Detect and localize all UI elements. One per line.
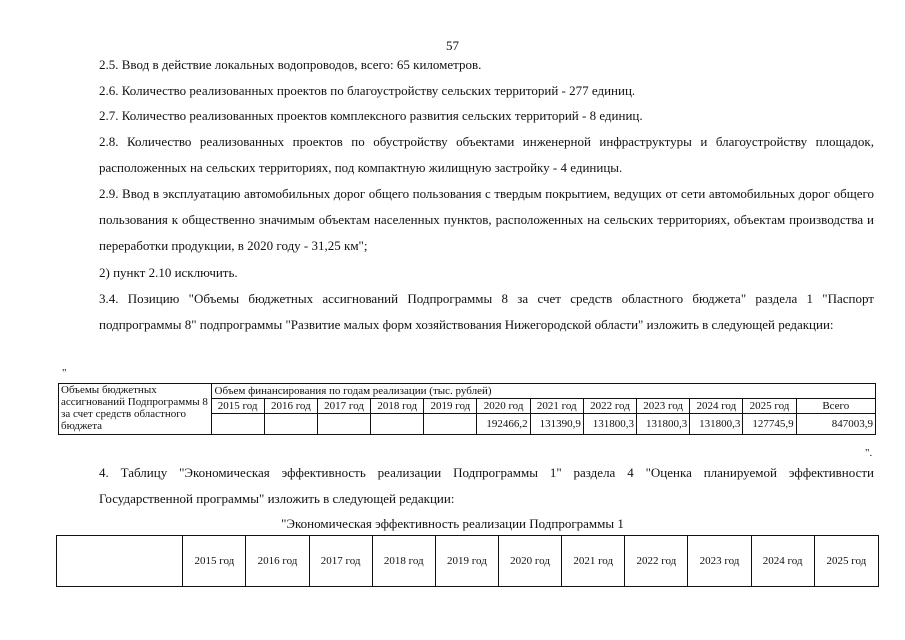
total-cell: Всего	[796, 399, 875, 414]
paragraph-2-6: 2.6. Количество реализованных проектов по благоустройству сельских территорий - 277 единиц.	[99, 83, 636, 98]
paragraph-3-4: 3.4. Позицию "Объемы бюджетных ассигнований Подпрограммы 8 за счет средств областного бюджета" раздела 1 "Паспорт подпрограммы 8" подпрограммы "Развитие малых форм хозяйствования Нижегородской области" изложить в следующей редакции:	[99, 291, 874, 332]
year-cell: 2025 год	[814, 536, 878, 587]
value-cell: 131800,3	[690, 414, 743, 435]
value-cell	[371, 414, 424, 435]
value-cell: 127745,9	[743, 414, 796, 435]
year-cell: 2016 год	[246, 536, 309, 587]
year-cell: 2023 год	[637, 399, 690, 414]
value-cell: 131800,3	[637, 414, 690, 435]
year-cell: 2020 год	[499, 536, 562, 587]
value-cell	[317, 414, 370, 435]
value-cell	[264, 414, 317, 435]
paragraph-2-8: 2.8. Количество реализованных проектов по обустройству объектами инженерной инфраструктуры и благоустройству площадок, расположенных на сельских территориях, под компактную жилищную застройку - 4 единицы.	[99, 134, 874, 175]
paragraph-2-5: 2.5. Ввод в действие локальных водопроводов, всего: 65 километров.	[99, 57, 482, 72]
budget-table	[58, 383, 876, 435]
year-cell: 2019 год	[424, 399, 477, 414]
paragraph-exclude: 2) пункт 2.10 исключить.	[99, 265, 238, 280]
value-cell: 192466,2	[477, 414, 530, 435]
year-cell: 2021 год	[562, 536, 625, 587]
total-value-cell: 847003,9	[796, 414, 875, 435]
year-cell: 2019 год	[435, 536, 498, 587]
budget-row-label: Объемы бюджетных ассигнований Подпрограммы 8 за счет средств областного бюджета	[59, 384, 212, 435]
value-cell: 131390,9	[530, 414, 583, 435]
value-cell	[211, 414, 264, 435]
quote-open: "	[62, 367, 67, 379]
year-cell: 2021 год	[530, 399, 583, 414]
value-cell	[424, 414, 477, 435]
page-number: 57	[446, 38, 459, 53]
efficiency-header-row	[57, 536, 879, 587]
year-cell: 2018 год	[371, 399, 424, 414]
year-cell: 2024 год	[690, 399, 743, 414]
year-cell: 2017 год	[317, 399, 370, 414]
year-cell: 2023 год	[688, 536, 751, 587]
value-cell: 131800,3	[583, 414, 636, 435]
quote-close: ".	[865, 447, 873, 459]
budget-header: Объем финансирования по годам реализации (тыс. рублей)	[211, 384, 875, 399]
year-cell: 2022 год	[583, 399, 636, 414]
year-cell: 2015 год	[211, 399, 264, 414]
year-cell: 2025 год	[743, 399, 796, 414]
year-cell: 2016 год	[264, 399, 317, 414]
year-cell: 2020 год	[477, 399, 530, 414]
efficiency-table	[56, 535, 879, 587]
paragraph-2-7: 2.7. Количество реализованных проектов комплексного развития сельских территорий - 8 единиц.	[99, 108, 643, 123]
paragraph-2-9: 2.9. Ввод в эксплуатацию автомобильных дорог общего пользования с твердым покрытием, ведущих от сети автомобильных дорог общего пользования к общественно значимым объектам населенных пунктов, расположенных на сельских территориях, объектам производства и переработки продукции, в 2020 году - 31,25 км";	[99, 186, 874, 253]
year-cell: 2018 год	[372, 536, 435, 587]
year-cell: 2015 год	[183, 536, 246, 587]
year-cell: 2022 год	[625, 536, 688, 587]
year-cell: 2017 год	[309, 536, 372, 587]
empty-label-cell	[57, 536, 183, 587]
paragraph-4: 4. Таблицу "Экономическая эффективность реализации Подпрограммы 1" раздела 4 "Оценка планируемой эффективности Государственной программы" изложить в следующей редакции:	[99, 465, 874, 506]
year-cell: 2024 год	[751, 536, 814, 587]
efficiency-table-title: "Экономическая эффективность реализации Подпрограммы 1	[281, 516, 624, 531]
